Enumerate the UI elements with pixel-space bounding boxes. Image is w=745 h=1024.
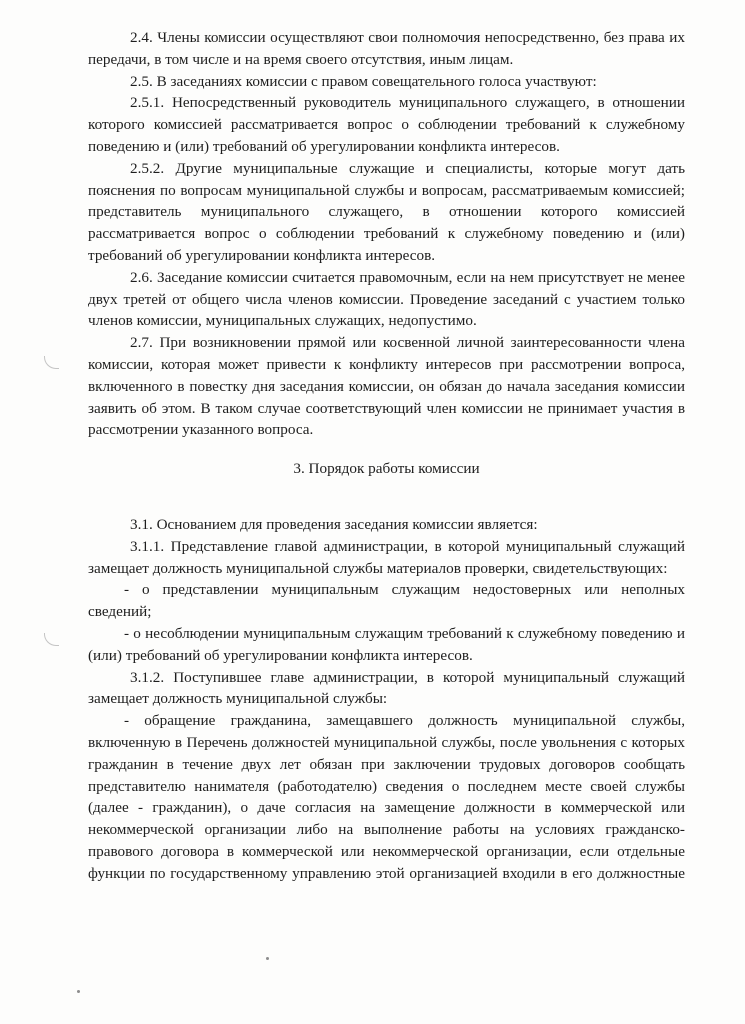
scan-speck	[266, 957, 269, 960]
paragraph-2-7: 2.7. При возникновении прямой или косвенной личной заинтересованности члена комиссии, которая может привести к конфликту интересов при рассмотрении вопроса, включенного в повестку дня заседания комиссии, он обязан до начала заседания комиссии заявить об этом. В таком случае соответствующий член комиссии не принимает участия в рассмотрении указанного вопроса.	[88, 334, 685, 439]
paragraph-2-6: 2.6. Заседание комиссии считается правомочным, если на нем присутствует не менее двух третей от общего числа членов комиссии. Проведение заседаний с участием только членов комиссии, муниципальных служащих, недопустимо.	[88, 268, 685, 330]
scan-speck	[77, 990, 80, 993]
punch-hole-mark	[44, 633, 59, 646]
list-item-dash: - о несоблюдении муниципальным служащим требований к служебному поведению и (или) требований об урегулировании конфликта интересов.	[88, 624, 685, 664]
paragraph-3-1-2: 3.1.2. Поступившее главе администрации, в которой муниципальный служащий замещает должность муниципальной службы:	[88, 668, 685, 708]
paragraph-2-5-1: 2.5.1. Непосредственный руководитель муниципального служащего, в отношении которого комиссией рассматривается вопрос о соблюдении требований к служебному поведению и (или) требований об урегулировании конфликта интересов.	[88, 94, 685, 155]
paragraph-2-4: 2.4. Члены комиссии осуществляют свои полномочия непосредственно, без права их передачи, в том числе и на время своего отсутствия, иным лицам.	[88, 29, 685, 68]
punch-hole-mark	[44, 356, 59, 369]
paragraph-2-5-2: 2.5.2. Другие муниципальные служащие и специалисты, которые могут дать пояснения по вопросам муниципальной службы и вопросам, рассматриваемым комиссией; представитель муниципального служащего, в отношении которого комиссией рассматривается вопрос о соблюдении требований к служебному поведению и (или) требований об урегулировании конфликта интересов.	[88, 159, 685, 264]
paragraph-2-5: 2.5. В заседаниях комиссии с правом совещательного голоса участвуют:	[130, 72, 597, 90]
paragraph-3-1: 3.1. Основанием для проведения заседания комиссии является:	[130, 515, 538, 533]
list-item-dash: - обращение гражданина, замещавшего должность муниципальной службы, включенную в Перечень должностей муниципальной службы, после увольнения с которых гражданин в течение двух лет обязан при заключении трудовых договоров сообщать представителю нанимателя (работодателю) сведения о последнем месте своей службы (далее - гражданин), о даче согласия на замещение должности в коммерческой или некоммерческой организации либо на выполнение работы на условиях гражданско-правового договора в коммерческой или некоммерческой организации, если отдельные функции по государственному управлению этой организацией входили в его должностные	[88, 712, 685, 882]
document-body	[88, 27, 685, 884]
section-heading: 3. Порядок работы комиссии	[293, 460, 480, 478]
list-item-dash: - о представлении муниципальным служащим недостоверных или неполных сведений;	[88, 581, 685, 621]
paragraph-3-1-1: 3.1.1. Представление главой администрации, в которой муниципальный служащий замещает должность муниципальной службы материалов проверки, свидетельствующих:	[88, 537, 685, 577]
